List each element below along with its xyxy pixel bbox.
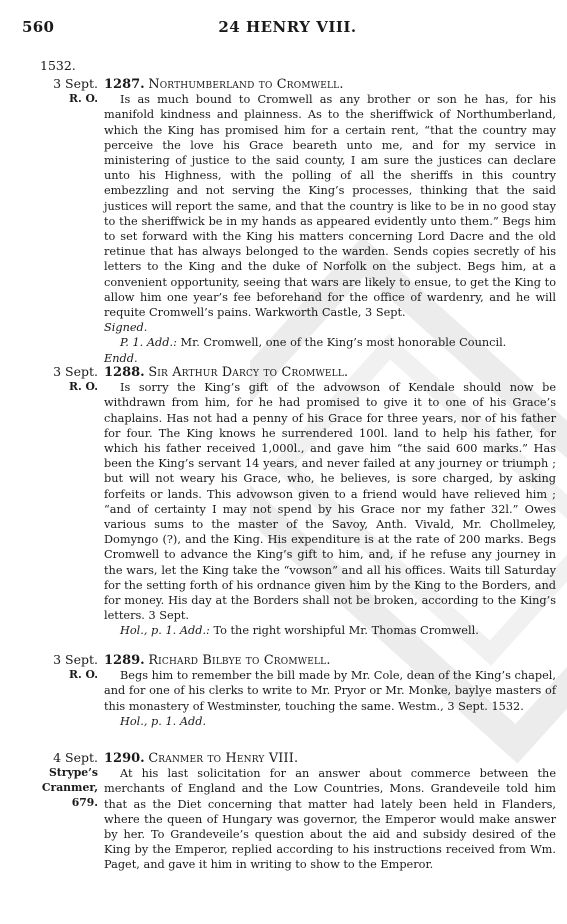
foot-address: Mr. Cromwell, one of the King’s most honorable Council.	[180, 336, 507, 350]
entry-title	[104, 751, 556, 766]
entry-heading: Richard Bilbye to Cromwell.	[148, 653, 331, 668]
foot-format: Hol., p. 1.	[120, 624, 177, 638]
entry-source: Strype’s Cranmer, 679.	[41, 766, 98, 809]
entry-heading: Sir Arthur Darcy to Cromwell.	[148, 365, 349, 380]
entry-title	[104, 365, 556, 380]
running-title: 24 HENRY VIII.	[218, 18, 357, 36]
entry-source: R. O.	[68, 668, 98, 681]
entry-body: Is as much bound to Cromwell as any brother or son he has, for his manifold kindness and plainness. As to the sheriffwick of Northumberland, which the King has promised him for a certain rent, “that the country may perceive the love his Grace beareth unto me, and for my service in ministering of justice to the said county, I am sure the justices can declare unto his Highness, with the polling of all the sheriffs in this country embezzling and not serving the King’s processes, thinking that the said justices will report the same, and that the country is like to be in no good stay to the sheriffwick be in my hands as appeared evidently unto them.” Begs him to set forward with the King his matters concerning Lord Dacre and the old retinue that has always belonged to the warden. Sends copies secretly of his letters to the King and the duke of Norfolk on the subject. Begs him, at a convenient opportunity, seeing that wars are likely to ensue, to get the King to allow him one year’s fee beforehand for the office of wardenry, and he will requite Cromwell’s pains. Warkworth Castle, 3 Sept. Signed.	[104, 93, 556, 335]
entry-body: Begs him to remember the bill made by Mr. Cole, dean of the King’s chapel, and for one of his clerks to write to Mr. Pryor or Mr. Monke, baylye masters of this monastery of Westminster, touching the same. Westm., 3 Sept. 1532.	[104, 669, 556, 713]
entry-title	[104, 77, 556, 92]
entry-number: 1289.	[104, 653, 145, 668]
margin-note-1289	[14, 652, 98, 682]
entry-1289	[104, 653, 556, 729]
entry-heading: Cranmer to Henry VIII.	[148, 751, 299, 766]
entry-1290	[104, 751, 556, 873]
entry-footnote	[104, 714, 556, 729]
entry-date: 3 Sept.	[53, 364, 98, 379]
foot-add-label: Add.:	[179, 624, 210, 638]
margin-note-1287	[14, 76, 98, 106]
entry-title	[104, 653, 556, 668]
entry-heading: Northumberland to Cromwell.	[148, 77, 344, 92]
entry-1287	[104, 77, 556, 366]
page-header	[22, 18, 553, 38]
entry-date: 4 Sept.	[53, 750, 98, 765]
foot-endd: Endd.	[104, 351, 138, 365]
signed-note: Signed.	[104, 321, 148, 335]
entry-date: 3 Sept.	[53, 76, 98, 91]
foot-add-label: Add.:	[146, 336, 177, 350]
entry-number: 1288.	[104, 365, 145, 380]
entry-source: R. O.	[68, 92, 98, 105]
entry-footnote	[104, 335, 556, 365]
foot-add-label: Add.	[179, 714, 207, 728]
foot-format: P. 1.	[120, 336, 144, 350]
margin-note-1288	[14, 364, 98, 394]
year-label: 1532.	[40, 58, 76, 73]
entry-body: Is sorry the King’s gift of the advowson of Kendale should now be withdrawn from him, for he had promised to give it to one of his Grace’s chaplains. Has not had a penny of his Grace for three years, nor of his father for four. The King knows he surrendered 100l. land to help his father, for which his father received 1,000l., and gave him “the said 600 marks.” Has been the King’s servant 14 years, and never failed at any journey or triumph ; but will not weary his Grace, who, he believes, is sore charged, by asking forfeits or lands. This advowson given to a friend would have relieved him ; “and of certainty I may not spend by his Grace nor my father 32l.” Owes various sums to the master of the Savoy, Anth. Vivald, Mr. Chollmeley, Domyngo (?), and the King. His expenditure is at the rate of 200 marks. Begs Cromwell to advance the King’s gift to him, and, if he refuse any journey in the wars, let the King take the “vowson” and all his offices. Waits till Saturday for the setting forth of his ordnance given him by the King to the Borders, and for money. His day at the Borders shall not be broken, according to the King’s letters. 3 Sept.	[104, 381, 556, 623]
foot-format: Hol., p. 1.	[120, 714, 177, 728]
entry-footnote	[104, 623, 556, 638]
page-number: 560	[22, 18, 55, 36]
entry-number: 1287.	[104, 77, 145, 92]
entry-source: R. O.	[68, 380, 98, 393]
entry-body: At his last solicitation for an answer about commerce between the merchants of England and the Low Countries, Mons. Grandeveile told him that as the Diet concerning that matter had lately been held in Flanders, where the queen of Hungary was governor, the Emperor would make answer by her. To Grandeveile’s question about the aid and subsidy desired of the King by the Emperor, replied according to his instructions received from Wm. Paget, and gave it him in writing to show to the Emperor.	[104, 767, 556, 872]
entry-1288	[104, 365, 556, 639]
entry-number: 1290.	[104, 751, 145, 766]
foot-address: To the right worshipful Mr. Thomas Cromwell.	[213, 624, 479, 638]
margin-note-1290	[14, 750, 98, 810]
entry-date: 3 Sept.	[53, 652, 98, 667]
